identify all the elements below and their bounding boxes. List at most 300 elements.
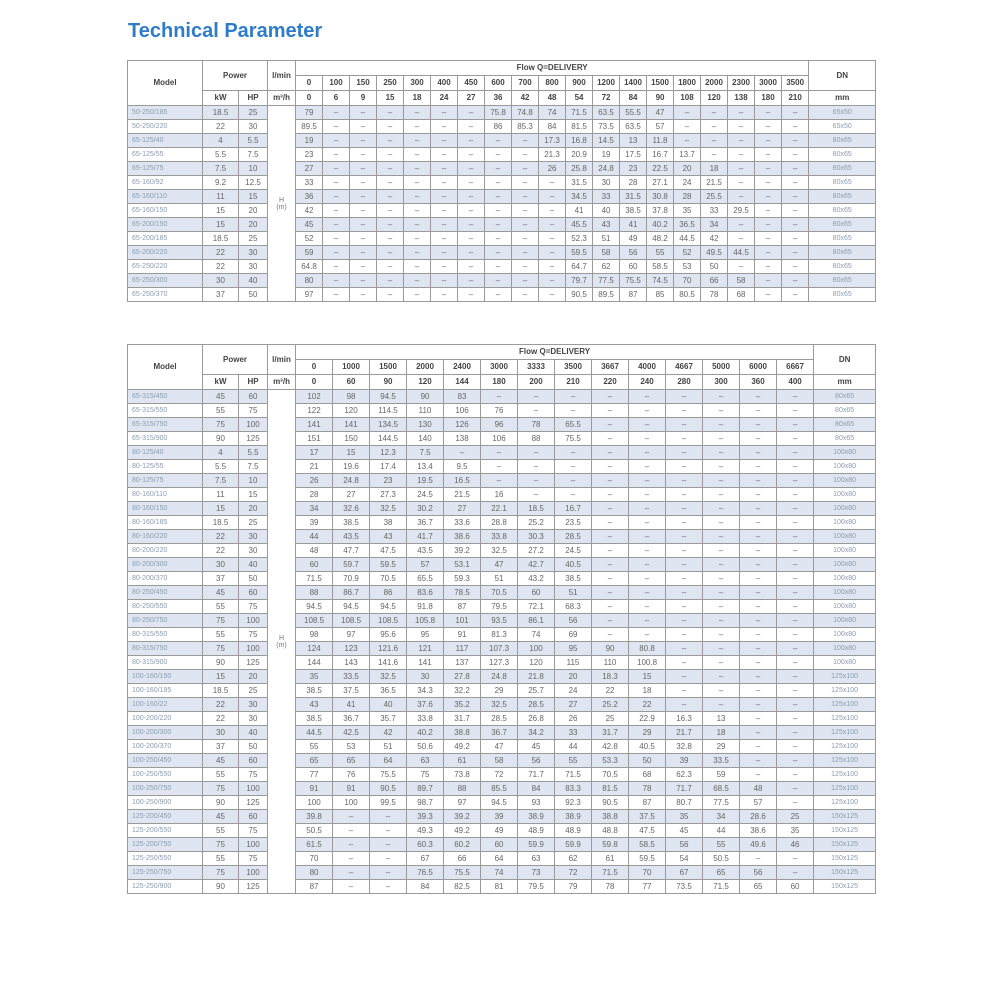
dn-cell: 80x65 (814, 418, 876, 432)
lmin-cell: 3500 (782, 76, 809, 91)
table-row (128, 162, 876, 176)
value-cell: – (629, 404, 666, 418)
value-cell: 33.5 (703, 754, 740, 768)
value-cell: 43.5 (333, 530, 370, 544)
value-cell: – (777, 642, 814, 656)
value-cell: 30 (407, 670, 444, 684)
header-row (128, 61, 876, 76)
header-row (128, 345, 876, 360)
value-cell: – (728, 162, 755, 176)
page-title: Technical Parameter (128, 20, 323, 42)
value-cell: 74 (539, 106, 566, 120)
kw-header: kW (203, 91, 239, 106)
table-row (128, 586, 876, 600)
head-unit-cell (268, 106, 296, 302)
m3h-cell: 9 (350, 91, 377, 106)
value-cell: – (674, 134, 701, 148)
flow-header: Flow Q=DELIVERY (296, 345, 814, 360)
value-cell: – (755, 106, 782, 120)
hp-cell: 25 (239, 516, 268, 530)
value-cell: – (323, 204, 350, 218)
value-cell: – (555, 390, 592, 404)
value-cell: 65.5 (555, 418, 592, 432)
value-cell: 56 (620, 246, 647, 260)
value-cell: 30.8 (647, 190, 674, 204)
table-row (128, 390, 876, 404)
value-cell: 25.7 (518, 684, 555, 698)
value-cell: 40 (593, 204, 620, 218)
value-cell: 74.8 (512, 106, 539, 120)
model-cell: 65-250/370 (128, 288, 203, 302)
value-cell: 37.8 (647, 204, 674, 218)
value-cell: – (740, 642, 777, 656)
value-cell: 106 (444, 404, 481, 418)
kw-cell: 18.5 (203, 232, 239, 246)
value-cell: 65 (333, 754, 370, 768)
value-cell: – (755, 232, 782, 246)
value-cell: – (350, 288, 377, 302)
kw-cell: 15 (203, 204, 239, 218)
table-row (128, 530, 876, 544)
value-cell: 41 (333, 698, 370, 712)
value-cell: 13 (703, 712, 740, 726)
value-cell: 98 (333, 390, 370, 404)
value-cell: 40 (370, 698, 407, 712)
power-header: Power (203, 345, 268, 375)
value-cell: – (703, 642, 740, 656)
table-row (128, 432, 876, 446)
value-cell: 94.5 (296, 600, 333, 614)
lmin-cell: 3333 (518, 360, 555, 375)
value-cell: – (777, 726, 814, 740)
value-cell: 34.2 (518, 726, 555, 740)
kw-cell: 30 (203, 558, 239, 572)
value-cell: – (777, 628, 814, 642)
model-cell: 80-200/300 (128, 558, 203, 572)
value-cell: 79 (296, 106, 323, 120)
value-cell: – (377, 260, 404, 274)
value-cell: – (592, 614, 629, 628)
hp-cell: 12.5 (239, 176, 268, 190)
value-cell: – (485, 204, 512, 218)
model-cell: 65-200/150 (128, 218, 203, 232)
value-cell: 77 (629, 880, 666, 894)
m3h-cell: 84 (620, 91, 647, 106)
value-cell: 35 (674, 204, 701, 218)
value-cell: 86 (370, 586, 407, 600)
value-cell: 73 (518, 866, 555, 880)
value-cell: 143 (333, 656, 370, 670)
table-row (128, 120, 876, 134)
value-cell: 47.7 (333, 544, 370, 558)
value-cell: – (782, 260, 809, 274)
value-cell: 48 (740, 782, 777, 796)
value-cell: 27.2 (518, 544, 555, 558)
table-row (128, 274, 876, 288)
value-cell: – (431, 176, 458, 190)
value-cell: 39.3 (407, 810, 444, 824)
value-cell: – (755, 274, 782, 288)
value-cell: 53 (674, 260, 701, 274)
hp-cell: 100 (239, 838, 268, 852)
hp-cell: 5.5 (239, 134, 268, 148)
value-cell: – (740, 502, 777, 516)
lmin-cell: 100 (323, 76, 350, 91)
value-cell: 56 (666, 838, 703, 852)
value-cell: 141 (296, 418, 333, 432)
hp-cell: 25 (239, 232, 268, 246)
model-cell: 125-250/900 (128, 880, 203, 894)
value-cell: 99.5 (370, 796, 407, 810)
value-cell: 72.1 (518, 600, 555, 614)
value-cell: 44 (296, 530, 333, 544)
value-cell: – (370, 838, 407, 852)
value-cell: 78 (518, 418, 555, 432)
value-cell: – (629, 628, 666, 642)
dn-cell: 150x125 (814, 852, 876, 866)
value-cell: – (404, 106, 431, 120)
value-cell: 13.7 (674, 148, 701, 162)
model-cell: 80-160/220 (128, 530, 203, 544)
value-cell: – (740, 418, 777, 432)
model-cell: 65-315/550 (128, 404, 203, 418)
value-cell: – (755, 218, 782, 232)
value-cell: 40.5 (629, 740, 666, 754)
mm-header: mm (814, 375, 876, 390)
value-cell: – (323, 246, 350, 260)
dn-cell: 125x100 (814, 740, 876, 754)
model-cell: 50-250/185 (128, 106, 203, 120)
lmin-cell: 250 (377, 76, 404, 91)
value-cell: 39 (481, 810, 518, 824)
value-cell: – (629, 474, 666, 488)
value-cell: – (539, 176, 566, 190)
value-cell: 80.5 (674, 288, 701, 302)
table-row (128, 852, 876, 866)
value-cell: – (703, 404, 740, 418)
value-cell: – (431, 260, 458, 274)
value-cell: – (370, 880, 407, 894)
model-cell: 100-250/750 (128, 782, 203, 796)
value-cell: – (782, 246, 809, 260)
table-row (128, 726, 876, 740)
lmin-cell: 2000 (701, 76, 728, 91)
value-cell: – (350, 232, 377, 246)
dn-cell: 65x50 (809, 106, 876, 120)
kw-cell: 90 (203, 796, 239, 810)
value-cell: – (740, 404, 777, 418)
value-cell: 52.3 (566, 232, 593, 246)
value-cell: – (350, 106, 377, 120)
value-cell: 27 (555, 698, 592, 712)
value-cell: 96 (481, 418, 518, 432)
value-cell: 55 (555, 754, 592, 768)
value-cell: – (740, 740, 777, 754)
value-cell: – (377, 288, 404, 302)
hp-cell: 60 (239, 810, 268, 824)
value-cell: – (481, 474, 518, 488)
value-cell: – (458, 162, 485, 176)
value-cell: 56 (740, 866, 777, 880)
value-cell: – (377, 162, 404, 176)
value-cell: – (431, 106, 458, 120)
value-cell: 59.9 (555, 838, 592, 852)
value-cell: 60 (518, 586, 555, 600)
value-cell: – (782, 162, 809, 176)
value-cell: 51 (593, 232, 620, 246)
value-cell: 19 (593, 148, 620, 162)
dn-cell: 125x100 (814, 698, 876, 712)
value-cell: 24 (674, 176, 701, 190)
model-cell: 80-160/110 (128, 488, 203, 502)
value-cell: 63 (407, 754, 444, 768)
kw-cell: 22 (203, 712, 239, 726)
value-cell: 28.8 (481, 516, 518, 530)
value-cell: 90.5 (592, 796, 629, 810)
kw-cell: 22 (203, 260, 239, 274)
value-cell: – (782, 176, 809, 190)
m3h-cell: 200 (518, 375, 555, 390)
value-cell: 38.9 (555, 810, 592, 824)
value-cell: – (323, 148, 350, 162)
value-cell: 144.5 (370, 432, 407, 446)
value-cell: – (518, 460, 555, 474)
value-cell: – (323, 260, 350, 274)
table-row (128, 754, 876, 768)
value-cell: 57 (740, 796, 777, 810)
lmin-cell: 0 (296, 360, 333, 375)
value-cell: – (777, 698, 814, 712)
value-cell: – (458, 204, 485, 218)
value-cell: 16.7 (555, 502, 592, 516)
lmin-header: l/min (268, 61, 296, 91)
value-cell: 94.5 (481, 796, 518, 810)
mm-header: mm (809, 91, 876, 106)
dn-cell: 100x80 (814, 530, 876, 544)
value-cell: – (485, 232, 512, 246)
model-cell: 80-125/40 (128, 446, 203, 460)
value-cell: – (703, 516, 740, 530)
value-cell: – (666, 670, 703, 684)
value-cell: – (777, 474, 814, 488)
kw-cell: 18.5 (203, 106, 239, 120)
value-cell: 36.5 (370, 684, 407, 698)
value-cell: – (703, 502, 740, 516)
value-cell: – (592, 474, 629, 488)
parameter-table-1 (127, 60, 876, 302)
value-cell: 89.7 (407, 782, 444, 796)
value-cell: 50.5 (703, 852, 740, 866)
m3h-cell: 108 (674, 91, 701, 106)
model-cell: 100-250/900 (128, 796, 203, 810)
hp-cell: 20 (239, 204, 268, 218)
value-cell: 32.5 (481, 544, 518, 558)
value-cell: 105.8 (407, 614, 444, 628)
value-cell: 27 (444, 502, 481, 516)
kw-cell: 18.5 (203, 684, 239, 698)
kw-cell: 22 (203, 120, 239, 134)
value-cell: 83.6 (407, 586, 444, 600)
model-cell: 80-200/220 (128, 544, 203, 558)
hp-cell: 50 (239, 740, 268, 754)
hp-cell: 75 (239, 404, 268, 418)
table-row (128, 204, 876, 218)
value-cell: 87 (629, 796, 666, 810)
value-cell: – (777, 460, 814, 474)
value-cell: – (512, 246, 539, 260)
m3h-cell: 400 (777, 375, 814, 390)
dn-cell: 80x65 (809, 288, 876, 302)
table-row (128, 712, 876, 726)
value-cell: – (333, 838, 370, 852)
table-row (128, 768, 876, 782)
head-unit: (m) (276, 641, 287, 649)
value-cell: 59 (703, 768, 740, 782)
dn-cell: 100x80 (814, 516, 876, 530)
m3h-cell: 27 (458, 91, 485, 106)
value-cell: 28 (296, 488, 333, 502)
lmin-cell: 4667 (666, 360, 703, 375)
value-cell: 41 (566, 204, 593, 218)
hp-cell: 30 (239, 698, 268, 712)
value-cell: 22.1 (481, 502, 518, 516)
value-cell: – (404, 232, 431, 246)
value-cell: 91.8 (407, 600, 444, 614)
hp-cell: 5.5 (239, 446, 268, 460)
value-cell: 27.8 (444, 670, 481, 684)
value-cell: – (728, 190, 755, 204)
dn-cell: 100x80 (814, 488, 876, 502)
model-cell: 65-315/450 (128, 390, 203, 404)
value-cell: 38.5 (296, 712, 333, 726)
table-row (128, 288, 876, 302)
value-cell: – (666, 656, 703, 670)
value-cell: – (629, 446, 666, 460)
value-cell: 43 (370, 530, 407, 544)
hp-cell: 100 (239, 782, 268, 796)
table-row (128, 218, 876, 232)
value-cell: – (674, 106, 701, 120)
value-cell: 20 (555, 670, 592, 684)
table-row (128, 460, 876, 474)
m3h-cell: 360 (740, 375, 777, 390)
value-cell: – (555, 460, 592, 474)
value-cell: – (629, 488, 666, 502)
value-cell: – (431, 218, 458, 232)
value-cell: – (350, 260, 377, 274)
value-cell: 81.5 (566, 120, 593, 134)
kw-cell: 45 (203, 754, 239, 768)
kw-cell: 55 (203, 404, 239, 418)
value-cell: 33.5 (333, 670, 370, 684)
value-cell: – (592, 390, 629, 404)
model-header: Model (128, 345, 203, 390)
value-cell: 71.7 (518, 768, 555, 782)
table-row (128, 642, 876, 656)
value-cell: – (377, 176, 404, 190)
value-cell: 16 (481, 488, 518, 502)
value-cell: – (518, 404, 555, 418)
value-cell: – (592, 586, 629, 600)
value-cell: – (755, 176, 782, 190)
dn-cell: 80x65 (814, 432, 876, 446)
value-cell: – (755, 260, 782, 274)
value-cell: – (512, 190, 539, 204)
value-cell: 94.5 (370, 390, 407, 404)
value-cell: – (777, 712, 814, 726)
value-cell: 91 (333, 782, 370, 796)
model-cell: 65-250/300 (128, 274, 203, 288)
head-label: H (278, 196, 285, 204)
value-cell: – (512, 134, 539, 148)
value-cell: 30.2 (407, 502, 444, 516)
value-cell: 37.6 (407, 698, 444, 712)
model-cell: 100-250/550 (128, 768, 203, 782)
kw-cell: 30 (203, 726, 239, 740)
lmin-cell: 4000 (629, 360, 666, 375)
value-cell: 56 (555, 614, 592, 628)
kw-cell: 75 (203, 838, 239, 852)
model-cell: 80-250/550 (128, 600, 203, 614)
table-row (128, 446, 876, 460)
hp-cell: 50 (239, 288, 268, 302)
value-cell: 45 (296, 218, 323, 232)
value-cell: – (377, 106, 404, 120)
value-cell: 39.8 (296, 810, 333, 824)
dn-cell: 125x100 (814, 768, 876, 782)
value-cell: 141 (333, 418, 370, 432)
hp-cell: 100 (239, 614, 268, 628)
value-cell: 98.7 (407, 796, 444, 810)
table-row (128, 866, 876, 880)
value-cell: 32.2 (444, 684, 481, 698)
kw-cell: 22 (203, 530, 239, 544)
hp-cell: 30 (239, 246, 268, 260)
value-cell: 70.9 (333, 572, 370, 586)
value-cell: 90.5 (370, 782, 407, 796)
value-cell: 31.7 (592, 726, 629, 740)
value-cell: – (782, 106, 809, 120)
value-cell: 141.6 (370, 656, 407, 670)
value-cell: 7.5 (407, 446, 444, 460)
m3h-cell: 120 (407, 375, 444, 390)
table-row (128, 418, 876, 432)
value-cell: 89.5 (593, 288, 620, 302)
dn-cell: 100x80 (814, 544, 876, 558)
value-cell: 62 (593, 260, 620, 274)
value-cell: – (777, 544, 814, 558)
hp-cell: 75 (239, 768, 268, 782)
value-cell: 40.2 (647, 218, 674, 232)
value-cell: – (458, 218, 485, 232)
value-cell: 59.7 (333, 558, 370, 572)
value-cell: – (404, 288, 431, 302)
value-cell: – (592, 530, 629, 544)
table-row (128, 670, 876, 684)
kw-cell: 7.5 (203, 162, 239, 176)
value-cell: – (377, 218, 404, 232)
value-cell: 19.5 (407, 474, 444, 488)
value-cell: 21 (296, 460, 333, 474)
value-cell: – (782, 190, 809, 204)
value-cell: 68 (728, 288, 755, 302)
hp-cell: 125 (239, 796, 268, 810)
value-cell: 38 (370, 516, 407, 530)
value-cell: 22 (629, 698, 666, 712)
value-cell: 25 (592, 712, 629, 726)
hp-cell: 75 (239, 600, 268, 614)
value-cell: – (377, 190, 404, 204)
